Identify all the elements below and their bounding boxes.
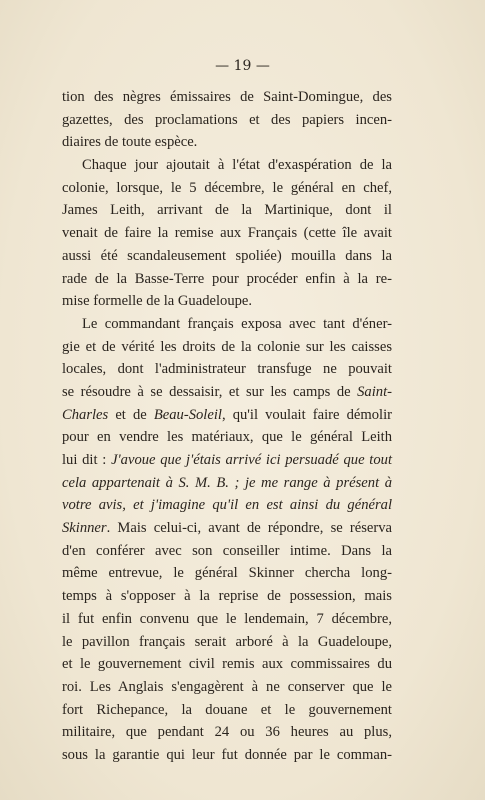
text-run: se résoudre à se dessaisir, et sur les camps de (62, 383, 358, 400)
text-line: pour en vendre les matériaux, que le général Leith (62, 429, 392, 446)
text-line: Le commandant français exposa avec tant d'éner- (82, 315, 392, 332)
text-line: gazettes, des proclamations et des papiers incen- (62, 111, 392, 128)
italic-text: Charles (62, 406, 109, 423)
text-line: et le gouvernement civil remis aux commissaires du (62, 656, 392, 673)
text-line: colonie, lorsque, le 5 décembre, le général en chef, (62, 179, 392, 196)
text-line: militaire, que pendant 24 ou 36 heures au plus, (62, 724, 392, 741)
text-line: cela appartenait à S. M. B. ; je me range à présent à (62, 474, 392, 491)
text-line: il fut enfin convenu que le lendemain, 7 décembre, (62, 610, 392, 627)
text-line (62, 404, 392, 427)
text-run: et de (108, 406, 154, 423)
text-line: locales, dont l'administrateur transfuge ne pouvait (62, 361, 392, 378)
text-line: le pavillon français serait arboré à la Guadeloupe, (62, 633, 392, 650)
text-line: rade de la Basse-Terre pour procéder enfin à la re- (62, 270, 392, 287)
italic-text: Saint- (357, 383, 392, 400)
italic-text: Beau-Soleil (153, 406, 222, 423)
text-run: lui dit : (62, 452, 112, 468)
text-line: Chaque jour ajoutait à l'état d'exaspération de la (82, 157, 392, 174)
text-line: fort Richepance, la douane et le gouvernement (62, 701, 392, 718)
text-line: tion des nègres émissaires de Saint-Domingue, des (62, 89, 392, 105)
text-line: même entrevue, le général Skinner chercha long- (62, 565, 392, 582)
body-text (62, 86, 392, 767)
text-line: diaires de toute espèce. (62, 134, 198, 151)
text-line: venait de faire la remise aux Français (cette île avait (62, 225, 392, 242)
text-line: gie et de vérité les droits de la colonie sur les caisses (62, 338, 392, 355)
page-number: — 19 — (215, 58, 270, 74)
text-line: d'en conférer avec son conseiller intime. Dans la (62, 542, 392, 559)
italic-text: J'avoue que j'étais arrivé ici persuadé que tout (111, 452, 392, 468)
text-run: . Mais celui-ci, avant de répondre, se réserva (106, 520, 392, 537)
text-line: James Leith, arrivant de la Martinique, dont il (62, 202, 392, 219)
text-line (62, 381, 392, 404)
text-run: , qu'il voulait faire démolir (221, 406, 392, 423)
text-line (62, 449, 392, 472)
italic-text: Skinner (62, 520, 107, 537)
text-line: votre avis, et j'imagine qu'il en est ainsi du général (62, 497, 392, 514)
text-line: mise formelle de la Guadeloupe. (62, 293, 253, 310)
text-line: temps à s'opposer à la reprise de possession, mais (62, 588, 392, 605)
text-line: sous la garantie qui leur fut donnée par le comman- (62, 746, 392, 763)
text-line: roi. Les Anglais s'engagèrent à ne conserver que le (62, 678, 392, 695)
text-line (62, 517, 392, 540)
text-line: aussi été scandaleusement spoliée) mouilla dans la (62, 247, 392, 264)
